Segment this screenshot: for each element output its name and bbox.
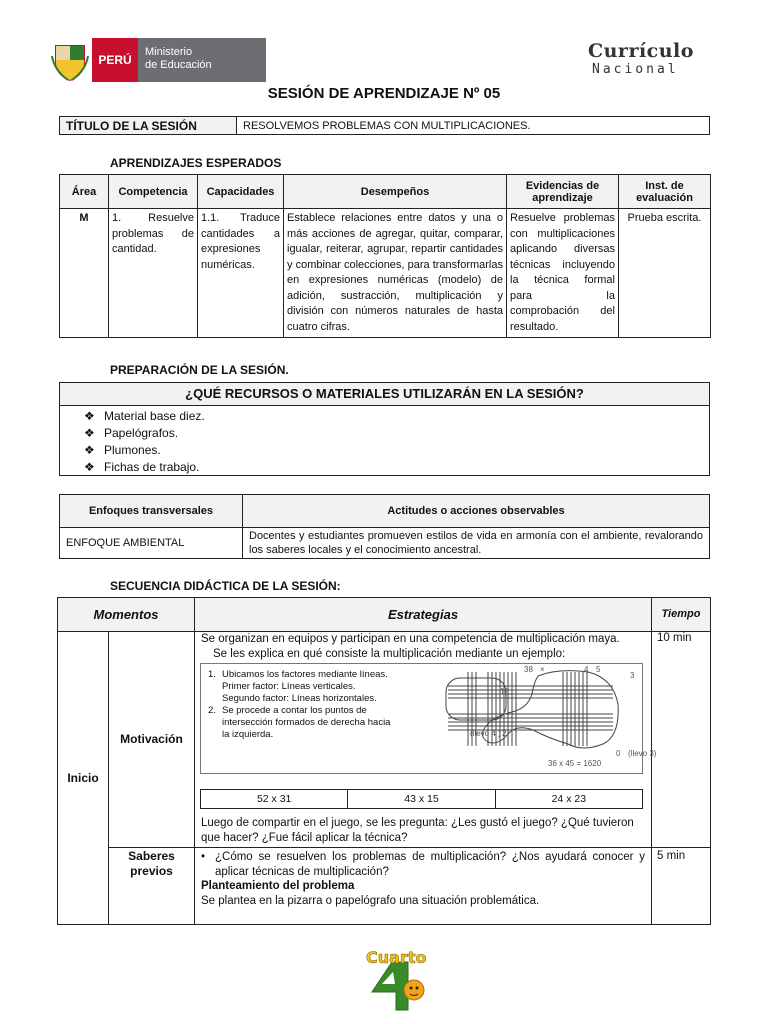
label-2: 2 [502, 729, 507, 738]
country-name: PERÚ [98, 53, 132, 67]
cell-area: M [60, 209, 109, 338]
aprendizajes-table [59, 174, 711, 338]
bullet-icon: • [201, 851, 206, 863]
ministry-line1: Ministerio [145, 46, 193, 58]
diamond-bullet-icon: ❖ [84, 426, 95, 440]
label-16: 16 [500, 687, 509, 696]
label-4: 4 [584, 665, 589, 674]
motivacion-intro: Se organizan en equipos y participan en una competencia de multiplicación maya. [201, 633, 620, 645]
label-llevo3: (llevo 3) [628, 749, 657, 758]
enfoque-description: Docentes y estudiantes promueven estilos de vida en armonía con el ambiente, revalorando los saberes locales y el conocimiento ancestral. [243, 528, 710, 559]
recurso-item: ❖ Papelógrafos. [84, 426, 179, 440]
cell-desempenos: Establece relaciones entre datos y una o más acciones de agregar, quitar, comparar, igualar, reiterar, agrupar, repartir cantidades y combinar colecciones, para transformarlas en expresiones numéricas (modelo) de adición, sustracción, multiplicación y división con números naturales de hasta cuatro cifras. [284, 209, 507, 338]
header-estrategias: Estrategias [194, 598, 651, 631]
inicio-label: Inicio [67, 770, 99, 785]
curriculo-word: Currículo [588, 40, 694, 62]
secuencia-table [57, 597, 711, 925]
ministry-block [138, 38, 266, 82]
maya-multiplication-diagram [408, 664, 657, 772]
aprendizajes-heading: APRENDIZAJES ESPERADOS [110, 156, 282, 170]
curriculo-logo [578, 40, 698, 88]
cell-instrumento: Prueba escrita. [619, 209, 711, 338]
actitudes-header: Actitudes o acciones observables [243, 495, 710, 528]
ministry-line2: de Educación [145, 59, 212, 71]
page-title: SESIÓN DE APRENDIZAJE Nº 05 [267, 85, 501, 102]
motivacion-time: 10 min [657, 632, 692, 644]
diagram-steps: 1. Ubicamos los factores mediante líneas. Primer factor: Líneas verticales. Segundo factor: Líneas horizontales. 2. Se procede a contar los puntos de intersección formados de derecha hacia la izquierda. [208, 669, 391, 740]
header-area: Área [60, 175, 109, 209]
exercise-3: 24 x 23 [495, 790, 642, 809]
label-llevo4: (llevo 4 ) [470, 729, 501, 738]
session-title-value: RESOLVEMOS PROBLEMAS CON MULTIPLICACIONES. [237, 117, 710, 135]
recurso-item: ❖ Fichas de trabajo. [84, 460, 200, 474]
header-evidencias: Evidencias de aprendizaje [507, 175, 619, 209]
diamond-bullet-icon: ❖ [84, 409, 95, 423]
recursos-box [59, 382, 710, 476]
header-tiempo: Tiempo [651, 598, 710, 631]
saberes-label: Saberes previos [128, 849, 175, 878]
session-title-label: TÍTULO DE LA SESIÓN [60, 117, 237, 135]
secuencia-heading: SECUENCIA DIDÁCTICA DE LA SESIÓN: [110, 579, 341, 593]
enfoques-header: Enfoques transversales [60, 495, 243, 528]
recursos-question: ¿QUÉ RECURSOS O MATERIALES UTILIZARÁN EN LA SESIÓN? [60, 383, 709, 406]
nacional-word: Nacional [592, 62, 679, 77]
planteamiento-title: Planteamiento del problema [201, 880, 355, 892]
cuarto-grade-logo [362, 942, 432, 1014]
saberes-question: • ¿Cómo se resuelven los problemas de multiplicación? ¿Nos ayudará conocer y aplicar técnicas de multiplicación? [201, 851, 645, 878]
cuarto-word: Cuarto [366, 948, 427, 967]
cell-capacidades: 1.1. Traduce cantidades a expresiones numéricas. [198, 209, 284, 338]
recurso-item: ❖ Plumones. [84, 443, 161, 457]
exercise-1: 52 x 31 [201, 790, 348, 809]
preparacion-heading: PREPARACIÓN DE LA SESIÓN. [110, 363, 289, 377]
cell-competencia: 1. Resuelve problemas de cantidad. [109, 209, 198, 338]
saberes-time: 5 min [657, 850, 686, 862]
exercises-table [200, 789, 643, 809]
planteamiento-text: Se plantea en la pizarra o papelógrafo una situación problemática. [201, 895, 540, 907]
recurso-item: ❖ Material base diez. [84, 409, 205, 423]
session-title-table [59, 116, 710, 135]
exercise-2: 43 x 15 [348, 790, 495, 809]
enfoque-name: ENFOQUE AMBIENTAL [60, 528, 243, 559]
motivacion-label: Motivación [120, 732, 183, 746]
header-competencia: Competencia [109, 175, 198, 209]
label-3: 3 [630, 671, 635, 680]
header-momentos: Momentos [93, 607, 159, 622]
cell-evidencias: Resuelve problemas con multiplicaciones aplicando diversas técnicas incluyendo la técnica formal para la comprobación del resultado. [507, 209, 619, 338]
label-38: 38 [524, 665, 533, 674]
header-capacidades: Capacidades [198, 175, 284, 209]
label-5: 5 [596, 665, 601, 674]
diamond-bullet-icon: ❖ [84, 460, 95, 474]
motivacion-intro-2: Se les explica en qué consiste la multiplicación mediante un ejemplo: [213, 648, 566, 660]
label-result: 36 x 45 = 1620 [548, 759, 602, 768]
label-0: 0 [616, 749, 621, 758]
peru-brand-block [92, 38, 138, 82]
peru-coat-of-arms [50, 40, 90, 82]
enfoques-table [59, 494, 710, 559]
after-game-text: Luego de compartir en el juego, se les pregunta: ¿Les gustó el juego? ¿Qué tuvieron que hacer? ¿Fue fácil aplicar la técnica? [201, 817, 634, 844]
diamond-bullet-icon: ❖ [84, 443, 95, 457]
header-desempenos: Desempeños [284, 175, 507, 209]
label-x: × [540, 665, 545, 674]
header-instrumento: Inst. de evaluación [619, 175, 711, 209]
